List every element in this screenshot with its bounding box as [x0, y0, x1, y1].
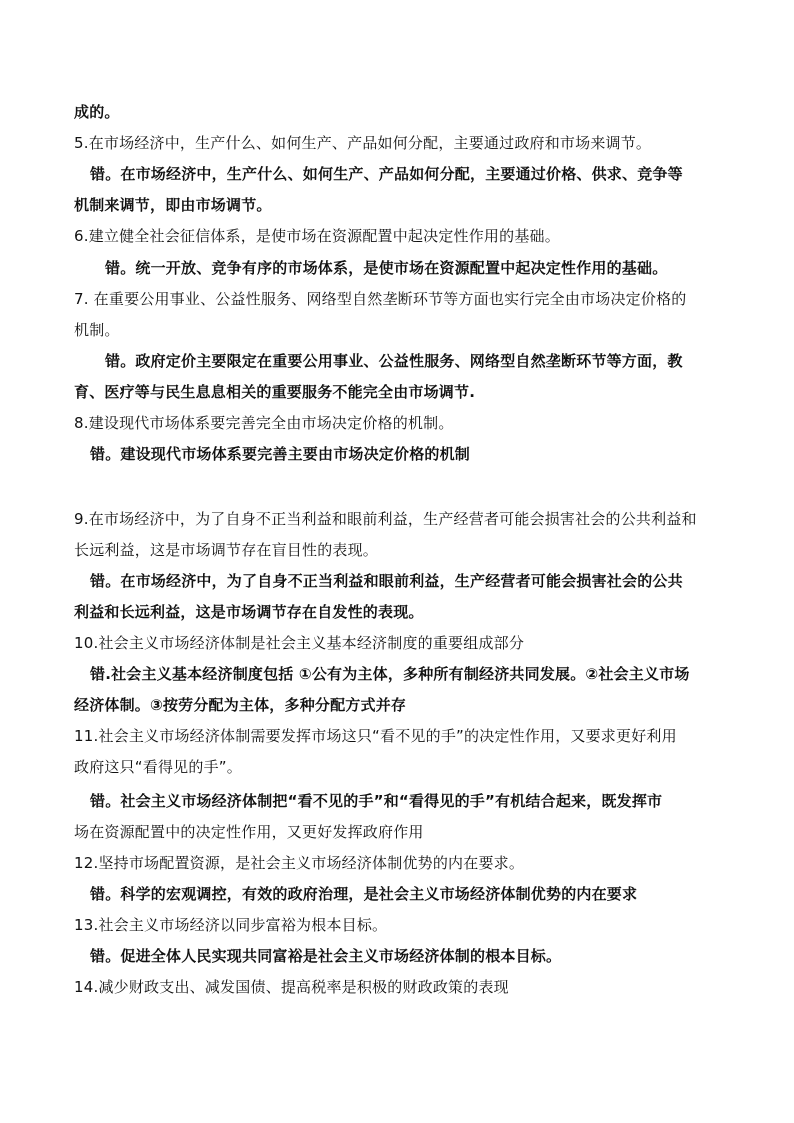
text-line: 成的。 — [74, 103, 120, 121]
answer-10-line-2: 经济体制。③按劳分配为主体，多种分配方式并存 — [74, 696, 407, 714]
question-7-line-2: 机制。 — [74, 321, 120, 339]
answer-7-line-2: 育、医疗等与民生息息相关的重要服务不能完全由市场调节. — [74, 383, 476, 401]
answer-5-line-1: 错。在市场经济中，生产什么、如何生产、产品如何分配，主要通过价格、供求、竞争等 — [90, 165, 683, 183]
answer-10-line-1: 错.社会主义基本经济制度包括 ①公有为主体，多种所有制经济共同发展。②社会主义市场 — [90, 665, 690, 683]
question-11-line-1: 11.社会主义市场经济体制需要发挥市场这只“看不见的手”的决定性作用，又要求更好利用 — [74, 727, 677, 745]
question-9-line-2: 长远利益，这是市场调节存在盲目性的表现。 — [74, 541, 379, 559]
question-10: 10.社会主义市场经济体制是社会主义基本经济制度的重要组成部分 — [74, 634, 525, 652]
answer-7-line-1: 错。政府定价主要限定在重要公用事业、公益性服务、网络型自然垄断环节等方面，教 — [105, 352, 683, 370]
question-9-line-1: 9.在市场经济中，为了自身不正当利益和眼前利益，生产经营者可能会损害社会的公共利益和 — [74, 510, 697, 528]
question-7-line-1: 7. 在重要公用事业、公益性服务、网络型自然垄断环节等方面也实行完全由市场决定价格的 — [74, 290, 687, 308]
question-5: 5.在市场经济中，生产什么、如何生产、产品如何分配，主要通过政府和市场来调节。 — [74, 134, 652, 152]
question-11-line-2: 政府这只“看得见的手”。 — [74, 758, 242, 776]
question-6: 6.建立健全社会征信体系，是使市场在资源配置中起决定性作用的基础。 — [74, 227, 560, 245]
answer-9-line-1: 错。在市场经济中，为了自身不正当利益和眼前利益，生产经营者可能会损害社会的公共 — [90, 572, 683, 590]
answer-11-line-2: 场在资源配置中的决定性作用，又更好发挥政府作用 — [74, 823, 424, 841]
answer-6: 错。统一开放、竞争有序的市场体系，是使市场在资源配置中起决定性作用的基础。 — [105, 259, 668, 277]
question-8: 8.建设现代市场体系要完善完全由市场决定价格的机制。 — [74, 414, 454, 432]
answer-12: 错。科学的宏观调控，有效的政府治理，是社会主义市场经济体制优势的内在要求 — [90, 885, 638, 903]
answer-9-line-2: 利益和长远利益，这是市场调节存在自发性的表现。 — [74, 603, 424, 621]
answer-5-line-2: 机制来调节，即由市场调节。 — [74, 196, 272, 214]
answer-11-line-1: 错。社会主义市场经济体制把“看不见的手”和“看得见的手”有机结合起来，既发挥市 — [90, 792, 663, 810]
question-13: 13.社会主义市场经济以同步富裕为根本目标。 — [74, 916, 388, 934]
answer-8: 错。建设现代市场体系要完善主要由市场决定价格的机制 — [90, 445, 471, 463]
question-14: 14.减少财政支出、减发国债、提高税率是积极的财政政策的表现 — [74, 978, 509, 996]
question-12: 12.坚持市场配置资源，是社会主义市场经济体制优势的内在要求。 — [74, 854, 525, 872]
answer-13: 错。促进全体人民实现共同富裕是社会主义市场经济体制的根本目标。 — [90, 947, 562, 965]
